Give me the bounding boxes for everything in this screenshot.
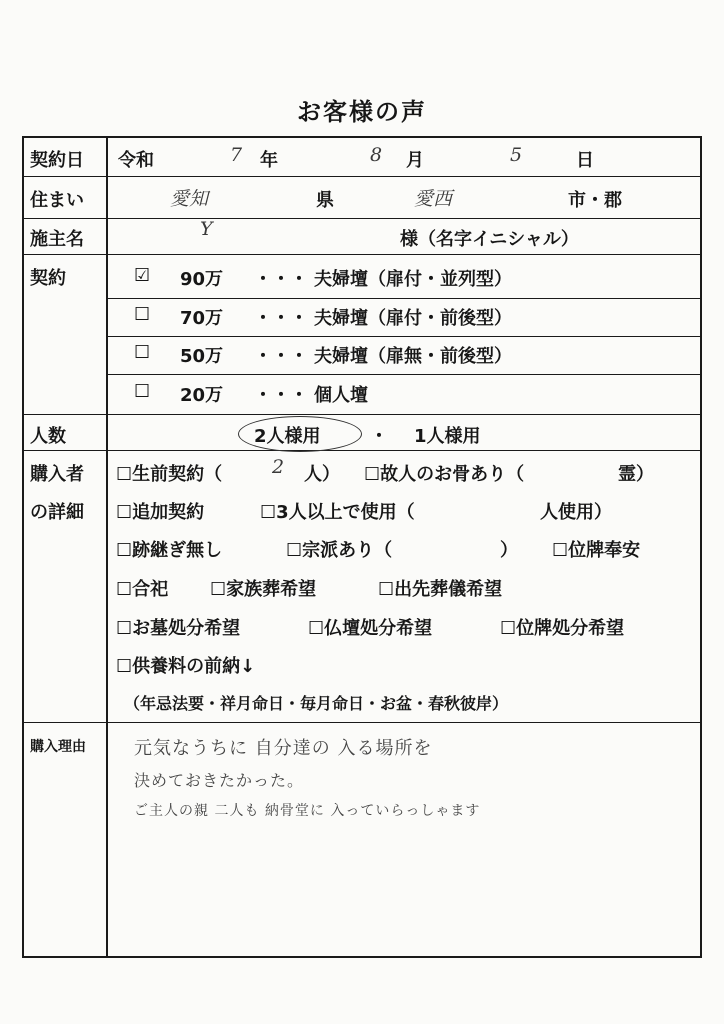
three-plus-use-unit: 人使用） [540, 502, 612, 523]
offering-occasions-note: （年忌法要・祥月命日・毎月命日・お盆・春秋彼岸） [124, 694, 509, 713]
option-price: 70万 [180, 308, 224, 329]
altar-disposal-checkbox[interactable]: ☐仏壇処分希望 [308, 618, 433, 639]
pre-need-contract-checkbox[interactable]: ☐生前契約（ [116, 464, 223, 485]
city-value[interactable]: 愛西 [414, 188, 453, 210]
month-value[interactable]: 8 [370, 144, 383, 166]
joint-burial-checkbox[interactable]: ☐合祀 [116, 579, 169, 600]
grave-disposal-checkbox[interactable]: ☐お墓処分希望 [116, 618, 241, 639]
prefecture-value[interactable]: 愛知 [170, 188, 209, 210]
deceased-remains-checkbox[interactable]: ☐故人のお骨あり（ [364, 464, 525, 485]
label-column-divider [106, 138, 108, 956]
option-dots: ・・・ [254, 346, 308, 367]
era-text: 令和 [118, 150, 154, 171]
row-divider [24, 722, 700, 723]
option-dots: ・・・ [254, 269, 308, 290]
option-dots: ・・・ [254, 308, 308, 329]
month-unit: 月 [406, 150, 424, 171]
option-price: 90万 [180, 269, 224, 290]
option-price: 50万 [180, 346, 224, 367]
details-label-line1: 購入者 [30, 464, 84, 485]
reason-line: 決めておきたかった。 [134, 771, 305, 790]
option-dots: ・・・ [254, 385, 308, 406]
one-person-option[interactable]: 1人様用 [414, 426, 481, 447]
option-description: 個人壇 [314, 385, 368, 406]
memorial-tablet-checkbox[interactable]: ☐位牌奉安 [552, 540, 641, 561]
contract-date-label: 契約日 [30, 150, 84, 171]
option-divider [108, 298, 700, 299]
owner-label: 施主名 [30, 229, 84, 250]
reason-label: 購入理由 [30, 739, 86, 755]
city-unit: 市・郡 [568, 190, 622, 211]
address-label: 住まい [30, 190, 84, 211]
family-funeral-checkbox[interactable]: ☐家族葬希望 [210, 579, 317, 600]
row-divider [24, 450, 700, 451]
option-divider [108, 336, 700, 337]
row-divider [24, 414, 700, 415]
year-value[interactable]: 7 [230, 144, 243, 166]
contract-label: 契約 [30, 268, 66, 289]
option-divider [108, 374, 700, 375]
option-separator: ・ [370, 426, 388, 447]
people-label: 人数 [30, 426, 66, 447]
details-label-line2: の詳細 [30, 502, 84, 523]
two-person-option[interactable]: 2人様用 [254, 426, 321, 447]
prepaid-offering-checkbox[interactable]: ☐供養料の前納↓ [116, 656, 256, 677]
checked-box-icon[interactable]: ☑ [134, 265, 151, 286]
page-title: お客様の声 [297, 98, 427, 126]
three-plus-use-checkbox[interactable]: ☐3人以上で使用（ [260, 502, 415, 523]
owner-suffix: 様（名字イニシャル） [400, 229, 579, 250]
religious-sect-checkbox[interactable]: ☐宗派あり（ [286, 540, 393, 561]
pre-need-count-value[interactable]: 2 [272, 456, 285, 478]
row-divider [24, 218, 700, 219]
survey-form [22, 136, 702, 958]
day-value[interactable]: 5 [510, 144, 523, 166]
tablet-disposal-checkbox[interactable]: ☐位牌処分希望 [500, 618, 625, 639]
option-description: 夫婦壇（扉付・並列型） [314, 269, 512, 290]
year-unit: 年 [260, 150, 278, 171]
reason-line: ご主人の親 二人も 納骨堂に 入っていらっしゃます [134, 803, 481, 819]
reason-line: 元気なうちに 自分達の 入る場所を [134, 738, 433, 759]
row-divider [24, 254, 700, 255]
no-successor-checkbox[interactable]: ☐跡継ぎ無し [116, 540, 223, 561]
row-divider [24, 176, 700, 177]
option-description: 夫婦壇（扉無・前後型） [314, 346, 512, 367]
checkbox-icon[interactable]: ☐ [134, 381, 151, 402]
owner-initial-value[interactable]: Y [200, 218, 213, 240]
checkbox-icon[interactable]: ☐ [134, 342, 151, 363]
offsite-funeral-checkbox[interactable]: ☐出先葬儀希望 [378, 579, 503, 600]
checkbox-icon[interactable]: ☐ [134, 304, 151, 325]
option-price: 20万 [180, 385, 224, 406]
additional-contract-checkbox[interactable]: ☐追加契約 [116, 502, 205, 523]
option-description: 夫婦壇（扉付・前後型） [314, 308, 512, 329]
day-unit: 日 [576, 150, 594, 171]
religious-sect-close: ） [500, 540, 518, 561]
deceased-remains-unit: 霊） [618, 464, 654, 485]
prefecture-unit: 県 [316, 190, 334, 211]
pre-need-unit: 人） [304, 464, 340, 485]
